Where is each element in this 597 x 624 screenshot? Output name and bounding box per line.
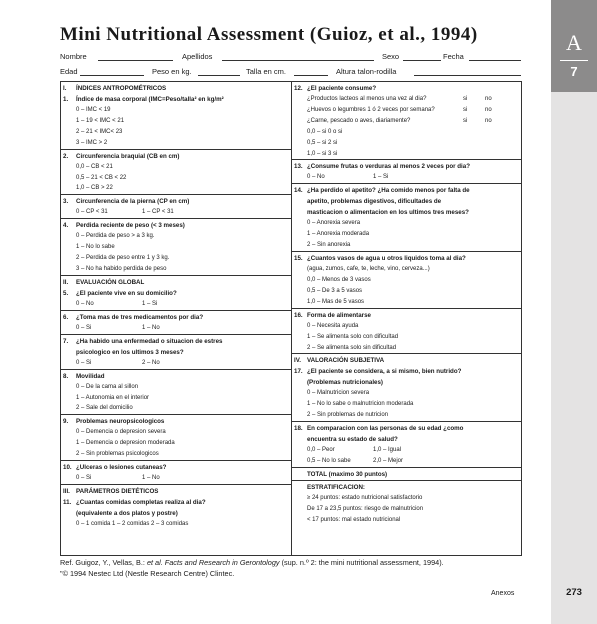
answer-option: 1,0 – Mas de 5 vasos xyxy=(307,298,365,305)
question-row xyxy=(294,469,520,480)
answer-option: 2 – 21 < IMC< 23 xyxy=(76,128,123,135)
answer-option: 1 – Autonomia en el interior xyxy=(76,394,150,401)
question-row xyxy=(63,277,289,288)
answer-option: 0 – CP < 31 xyxy=(76,209,108,216)
reference-journal: et al. Facts and Research in Gerontology xyxy=(146,558,280,567)
question-row xyxy=(63,486,289,497)
answer-option: 1 – 19 < IMC < 21 xyxy=(76,117,125,124)
answer-option: 0 – No xyxy=(307,174,325,181)
form-section xyxy=(292,184,522,252)
question-row xyxy=(63,312,289,323)
question-row xyxy=(63,336,289,347)
field-label-apellidos: Apellidos xyxy=(182,52,213,61)
form-section xyxy=(61,219,291,276)
question-row xyxy=(294,366,520,377)
answer-yes: si xyxy=(463,117,468,124)
field-label-talla: Talla en cm. xyxy=(246,67,287,76)
answer-option: 0 – No xyxy=(76,300,94,307)
answer-option: 0 – Si xyxy=(76,475,92,482)
question-text: En comparacion con las personas de su edad ¿como xyxy=(307,425,464,433)
field-line-fecha xyxy=(469,60,521,61)
question-number xyxy=(294,469,307,480)
field-label-edad: Edad xyxy=(60,67,78,76)
question-row xyxy=(63,94,289,105)
answer-option: 1,0 – CB > 22 xyxy=(76,185,113,192)
question-row xyxy=(63,288,289,299)
answer-option: 0,5 – si 2 si xyxy=(307,139,338,146)
question-number xyxy=(294,434,307,445)
field-line-peso xyxy=(198,75,240,76)
question-number: 13. xyxy=(294,163,303,171)
question-row xyxy=(63,508,289,519)
chapter-letter: A xyxy=(566,30,582,55)
question-number: 4. xyxy=(63,222,69,230)
question-text: TOTAL (maximo 30 puntos) xyxy=(307,470,388,478)
question-text: ¿Cuantos vasos de agua u otros liquidos toma al dia? xyxy=(307,255,466,263)
question-note: (agua, zumos, cafe, te, leche, vino, cerveza...) xyxy=(307,266,430,273)
answer-option: ≥ 24 puntos: estado nutricional satisfactorio xyxy=(307,494,423,501)
answer-option: 1 – Anorexia moderada xyxy=(307,231,370,238)
answer-option: 0,0 – Menos de 3 vasos xyxy=(307,276,371,283)
form-section xyxy=(61,150,291,196)
question-row xyxy=(294,377,520,388)
consumption-question: ¿Productos lacteos al menos una vez al dia? xyxy=(307,96,427,102)
answer-option: 1 – Se alimenta solo con dificultad xyxy=(307,333,399,340)
question-number: 1. xyxy=(63,96,69,103)
question-text: Problemas neuropsicologicos xyxy=(76,418,165,426)
answer-option-pair xyxy=(294,445,520,456)
side-tab-strip xyxy=(551,0,597,624)
question-number: 14. xyxy=(294,187,303,195)
field-line-edad xyxy=(80,75,144,76)
answer-no: no xyxy=(485,117,492,124)
question-row xyxy=(63,83,289,94)
answer-option-pair xyxy=(63,358,289,369)
question-text: ¿Ulceras o lesiones cutaneas? xyxy=(76,464,167,472)
chapter-number: 7 xyxy=(570,64,578,79)
answer-option: 0 – De la cama al sillon xyxy=(76,383,139,390)
question-row xyxy=(63,151,289,162)
question-text: ¿El paciente vive en su domicilio? xyxy=(76,289,177,297)
question-text: ¿El paciente se considera, a si mismo, bien nutrido? xyxy=(307,368,462,376)
question-row xyxy=(63,196,289,207)
question-text: ¿Ha habido una enfermedad o situacion de estres xyxy=(76,337,223,345)
chapter-tab xyxy=(551,0,597,92)
question-text: ¿Ha perdido el apetito? ¿Ha comido menos por falta de xyxy=(307,187,470,195)
reference-copyright: "© 1994 Nestec Ltd (Nestle Research Centre) Clintec. xyxy=(60,568,235,578)
consumption-item xyxy=(294,105,520,116)
question-text: encuentra su estado de salud? xyxy=(307,436,398,444)
question-number xyxy=(294,482,307,493)
question-text: ÍNDICES ANTROPOMÉTRICOS xyxy=(76,85,167,92)
form-section xyxy=(61,335,291,370)
form-section xyxy=(61,461,291,485)
answer-option-pair xyxy=(63,323,289,334)
question-row xyxy=(294,434,520,445)
consumption-question: ¿Carne, pescado o aves, diariamente? xyxy=(307,117,411,124)
question-row xyxy=(63,220,289,231)
field-label-peso: Peso en kg. xyxy=(152,67,192,76)
page-number: 273 xyxy=(566,587,582,598)
question-row xyxy=(294,482,520,493)
field-line-nombre xyxy=(98,60,173,61)
form-section xyxy=(61,415,291,461)
question-number: II. xyxy=(63,278,69,286)
question-text: Índice de masa corporal (IMC=Peso/talla² en kg/m² xyxy=(76,96,224,103)
question-number: 7. xyxy=(63,337,69,345)
question-text: apetito, problemas digestivos, dificultades de xyxy=(307,198,442,206)
answer-yes: si xyxy=(463,96,468,102)
answer-option: 0 – Perdida de peso > a 3 kg. xyxy=(76,233,155,240)
form-section xyxy=(292,481,522,526)
answer-option: 0,5 – De 3 a 5 vasos xyxy=(307,287,363,294)
question-text: ¿Consume frutas o verduras al menos 2 veces por dia? xyxy=(307,163,470,171)
answer-option: 3 – IMC > 2 xyxy=(76,139,108,146)
footer-section-label: Anexos xyxy=(491,590,515,597)
answer-option: 1 – No xyxy=(142,324,160,331)
reference-prefix: Ref. Guigoz, Y., Vellas, B.: xyxy=(60,558,147,567)
answer-yes: si xyxy=(463,106,468,113)
answer-option-pair xyxy=(294,172,520,183)
question-number: I. xyxy=(63,85,67,92)
question-row xyxy=(294,161,520,172)
field-line-talla xyxy=(294,75,328,76)
field-label-sexo: Sexo xyxy=(382,52,400,61)
question-text: (Problemas nutricionales) xyxy=(307,379,383,387)
form-section xyxy=(61,82,291,150)
answer-option: 1 – CP < 31 xyxy=(142,209,174,216)
question-number: 11. xyxy=(63,498,72,506)
answer-option: 0 – Si xyxy=(76,359,92,366)
consumption-item xyxy=(294,116,520,127)
question-number: 18. xyxy=(294,425,303,433)
answer-option: 1,0 – Igual xyxy=(373,447,402,454)
consumption-question: ¿Huevos o legumbres 1 ó 2 veces por semana? xyxy=(307,106,435,113)
question-text: Movilidad xyxy=(76,372,105,380)
question-number: 2. xyxy=(63,152,69,160)
question-number xyxy=(294,196,307,207)
answer-option: De 17 a 23,5 puntos: riesgo de malnutricion xyxy=(307,505,424,512)
question-number: 16. xyxy=(294,311,303,319)
field-line-altura xyxy=(414,75,521,76)
question-row xyxy=(294,253,520,264)
answer-option-pair xyxy=(294,456,520,467)
form-section xyxy=(61,485,291,530)
page-title: Mini Nutritional Assessment (Guioz, et al., 1994) xyxy=(60,24,478,45)
question-number: III. xyxy=(63,487,70,495)
answer-option: 0 – Si xyxy=(76,324,92,331)
field-label-altura: Altura talon-rodilla xyxy=(336,67,397,76)
question-row xyxy=(294,196,520,207)
answer-option: 0 – Demencia o depresion severa xyxy=(76,429,166,436)
reference-suffix: (sup. n.º 2: the mini nutritional assessment, 1994). xyxy=(279,558,444,567)
answer-option: 2 – Sin problemas de nutricion xyxy=(307,412,389,419)
answer-option: 1 – Si xyxy=(373,174,389,181)
form-section xyxy=(61,276,291,311)
answer-option: 0 – Malnutricion severa xyxy=(307,390,370,397)
field-line-sexo xyxy=(403,60,441,61)
question-number: 10. xyxy=(63,464,72,472)
reference-note xyxy=(60,558,530,579)
field-label-nombre: Nombre xyxy=(60,52,87,61)
question-row xyxy=(63,371,289,382)
question-text: ¿Cuantas comidas completas realiza al dia? xyxy=(76,498,206,506)
question-text: VALORACIÓN SUBJETIVA xyxy=(307,357,385,365)
question-row xyxy=(63,462,289,473)
form-section xyxy=(292,354,522,422)
question-row xyxy=(294,207,520,218)
question-text: psicologico en los ultimos 3 meses? xyxy=(76,348,184,356)
form-left-column xyxy=(61,82,291,555)
question-number: IV. xyxy=(294,357,301,365)
form-section xyxy=(292,252,522,309)
question-text: Circunferencia braquial (CB en cm) xyxy=(76,152,180,160)
answer-no: no xyxy=(485,96,492,102)
answer-option: 2,0 – Mejor xyxy=(373,458,404,465)
question-text: ¿El paciente consume? xyxy=(307,85,377,92)
question-text: (equivalente a dos platos y postre) xyxy=(76,509,178,517)
form-section xyxy=(61,311,291,335)
form-section xyxy=(292,309,522,355)
answer-option-pair xyxy=(63,299,289,310)
question-number: 9. xyxy=(63,418,69,426)
answer-option: 1 – No xyxy=(142,475,160,482)
answer-option: 2 – Se alimenta solo sin dificultad xyxy=(307,344,397,351)
answer-option: 0,0 – Peor xyxy=(307,447,335,454)
question-number xyxy=(63,508,76,519)
question-number xyxy=(63,347,76,358)
question-row xyxy=(63,497,289,508)
answer-option-pair xyxy=(63,473,289,484)
question-number: 5. xyxy=(63,289,69,297)
form-section xyxy=(292,160,522,184)
answer-option: 0,5 – No lo sabe xyxy=(307,458,351,465)
answer-option: 1 – No lo sabe xyxy=(76,244,115,251)
question-text: ¿Toma mas de tres medicamentos por dia? xyxy=(76,313,204,321)
answer-option: 0 – Necesita ayuda xyxy=(307,322,359,329)
answer-option: 0 – 1 comida 1 – 2 comidas 2 – 3 comidas xyxy=(76,520,189,527)
answer-option: 0,0 – si 0 o si xyxy=(307,128,343,135)
question-number: 15. xyxy=(294,255,303,263)
question-number xyxy=(294,207,307,218)
answer-option: 0 – Anorexia severa xyxy=(307,220,361,227)
field-line-apellidos xyxy=(222,60,374,61)
question-text: masticacion o alimentacion en los ultimos tres meses? xyxy=(307,209,469,217)
answer-option: 2 – Sin problemas psicologicos xyxy=(76,451,159,458)
question-number: 8. xyxy=(63,372,69,380)
answer-option: 1 – Demencia o depresion moderada xyxy=(76,440,175,447)
question-row xyxy=(63,347,289,358)
form-section xyxy=(292,82,522,160)
answer-option-pair xyxy=(63,207,289,218)
answer-option: 1 – No lo sabe o malnutricion moderada xyxy=(307,401,414,408)
form-right-column xyxy=(291,82,522,555)
answer-option: 0 – IMC < 19 xyxy=(76,107,111,113)
form-section xyxy=(61,370,291,416)
question-row xyxy=(294,310,520,321)
answer-option: 0,5 – 21 < CB < 22 xyxy=(76,174,127,181)
question-row xyxy=(294,185,520,196)
answer-option: 3 – No ha habido perdida de peso xyxy=(76,265,167,272)
question-row xyxy=(294,423,520,434)
answer-option: 2 – No xyxy=(142,359,160,366)
answer-no: no xyxy=(485,106,492,113)
question-text: ESTRATIFICACION: xyxy=(307,483,365,491)
question-number xyxy=(294,377,307,388)
form-section xyxy=(292,468,522,481)
question-text: EVALUACIÓN GLOBAL xyxy=(76,278,145,286)
question-row xyxy=(294,355,520,366)
question-number: 17. xyxy=(294,368,303,376)
answer-option: < 17 puntos: mal estado nutricional xyxy=(307,516,401,523)
answer-option: 2 – Sin anorexia xyxy=(307,242,351,249)
form-section xyxy=(292,422,522,468)
question-number: 12. xyxy=(294,85,303,92)
assessment-form xyxy=(60,81,522,556)
form-section xyxy=(61,195,291,219)
question-number: 6. xyxy=(63,313,69,321)
chapter-divider xyxy=(560,60,588,61)
question-text: Forma de alimentarse xyxy=(307,311,371,319)
answer-option: 2 – Sale del domicilio xyxy=(76,405,133,412)
question-text: PARÁMETROS DIETÉTICOS xyxy=(76,487,159,495)
answer-option: 0,0 – CB < 21 xyxy=(76,163,113,170)
consumption-item xyxy=(294,94,520,105)
question-number: 3. xyxy=(63,198,69,206)
answer-option: 2 – Perdida de peso entre 1 y 3 kg. xyxy=(76,255,170,262)
field-label-fecha: Fecha xyxy=(443,52,464,61)
answer-option: 1,0 – si 3 si xyxy=(307,150,338,157)
question-row xyxy=(63,416,289,427)
question-text: Circunferencia de la pierna (CP en cm) xyxy=(76,198,190,206)
question-text: Perdida reciente de peso (< 3 meses) xyxy=(76,222,185,230)
question-row xyxy=(294,83,520,94)
answer-option: 1 – Si xyxy=(142,300,158,307)
